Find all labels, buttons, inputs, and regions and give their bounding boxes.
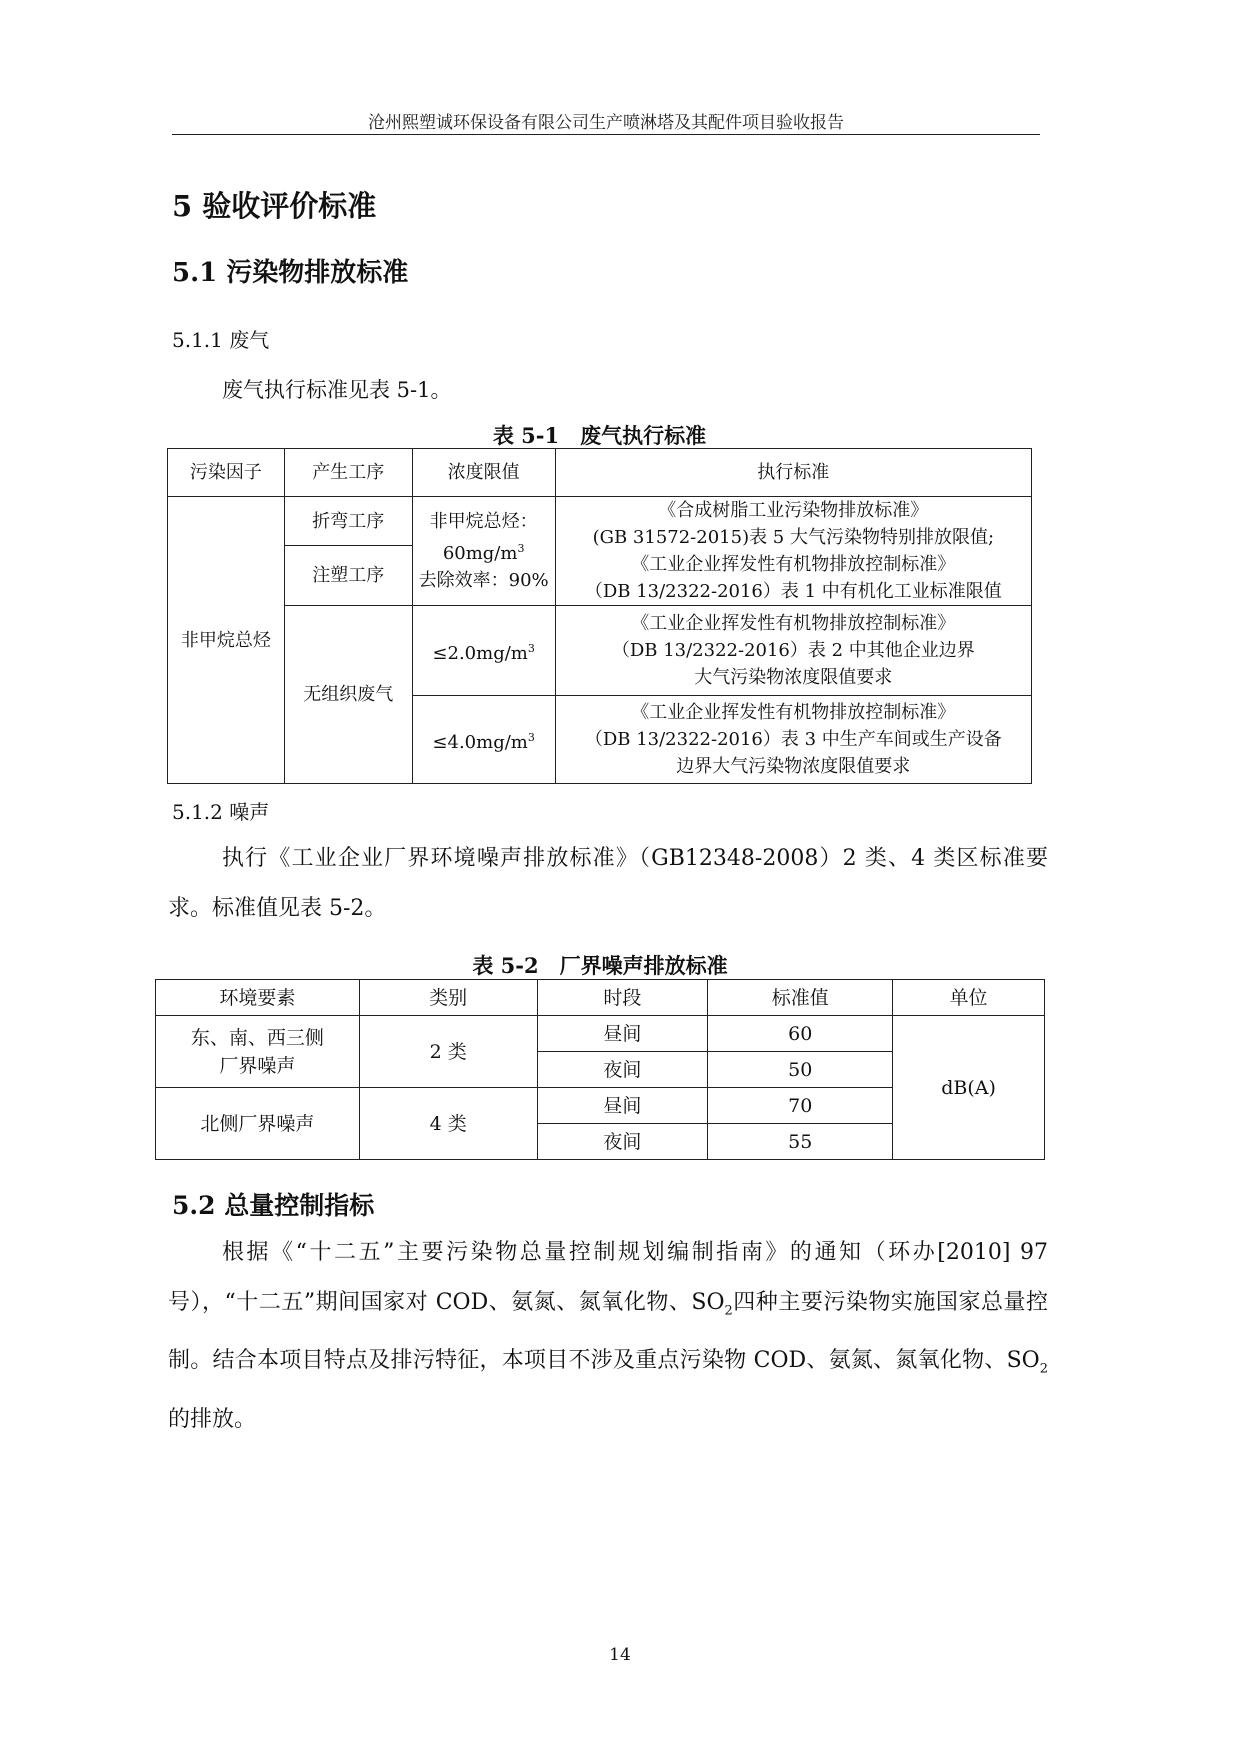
- header-cell: 浓度限值: [412, 449, 555, 497]
- header-cell: 标准值: [708, 980, 893, 1016]
- env-element-cell: 东、南、西三侧 厂界噪声: [156, 1016, 360, 1088]
- section-5-2-title: 5.2 总量控制指标: [172, 1191, 375, 1220]
- limit-line: 去除效率：90%: [418, 570, 549, 591]
- limit-line: 非甲烷总烃：: [429, 511, 538, 532]
- standard-line: 《工业企业挥发性有机物排放控制标准》: [631, 554, 956, 575]
- standard-line: 边界大气污染物浓度限值要求: [676, 756, 911, 777]
- standard-line: （DB 13/2322-2016）表 2 中其他企业边界: [611, 640, 975, 661]
- standard-line: (GB 31572-2015)表 5 大气污染物特别排放限值;: [592, 527, 995, 548]
- class-cell: 2 类: [359, 1016, 537, 1088]
- standard-line: 《合成树脂工业污染物排放标准》: [658, 500, 929, 521]
- period-cell: 昼间: [537, 1088, 708, 1124]
- table-row: [156, 1016, 1045, 1052]
- header-cell: 产生工序: [284, 449, 412, 497]
- fugitive-standard-cell: [555, 606, 1031, 696]
- table-5-2-caption: 表 5-2 厂界噪声排放标准: [472, 953, 728, 978]
- table-row: [168, 606, 1032, 696]
- table-row: [168, 497, 1032, 546]
- process-cell: 折弯工序: [284, 497, 412, 546]
- fugitive-limit-cell: $\le 4.0mg/m^3$: [412, 696, 555, 784]
- standard-line: 《工业企业挥发性有机物排放控制标准》: [631, 613, 956, 634]
- noise-standard-table: [155, 979, 1045, 1160]
- header-cell: 类别: [359, 980, 537, 1016]
- period-cell: 昼间: [537, 1016, 708, 1052]
- noise-body: 执行《工业企业厂界环境噪声排放标准》（GB12348-2008）2 类、4 类区标准要求。标准值见表 5-2。: [168, 846, 1048, 921]
- class-cell: 4 类: [359, 1088, 537, 1160]
- process-cell: 无组织废气: [284, 606, 412, 784]
- section-5-1-2-title: 5.1.2 噪声: [172, 800, 270, 824]
- header-cell: 时段: [537, 980, 708, 1016]
- standard-line: 大气污染物浓度限值要求: [694, 667, 893, 688]
- fugitive-limit-cell: $\le 2.0mg/m^3$: [412, 606, 555, 696]
- header-cell: 环境要素: [156, 980, 360, 1016]
- header-rule: [172, 134, 1040, 135]
- limit-line: $60mg/m^3$: [442, 542, 525, 564]
- section-5-title: 5 验收评价标准: [172, 189, 377, 223]
- table-5-1-caption: 表 5-1 废气执行标准: [492, 423, 707, 448]
- table-header-row: [156, 980, 1045, 1016]
- page-number: 14: [609, 1645, 631, 1665]
- value-cell: 60: [708, 1016, 893, 1052]
- period-cell: 夜间: [537, 1124, 708, 1160]
- value-cell: 70: [708, 1088, 893, 1124]
- section-5-1-title: 5.1 污染物排放标准: [172, 258, 409, 288]
- fugitive-standard-cell: [555, 696, 1031, 784]
- header-cell: 执行标准: [555, 449, 1031, 497]
- standard-line: （DB 13/2322-2016）表 1 中有机化工业标准限值: [584, 581, 1002, 602]
- organized-standard-cell: [555, 497, 1031, 606]
- waste-gas-standard-table: [167, 448, 1032, 784]
- pollutant-factor-cell: 非甲烷总烃: [168, 497, 285, 784]
- organized-limit-cell: [412, 497, 555, 606]
- page-header: 沧州熙塑诚环保设备有限公司生产喷淋塔及其配件项目验收报告: [368, 113, 844, 133]
- value-cell: 55: [708, 1124, 893, 1160]
- standard-line: 《工业企业挥发性有机物排放控制标准》: [631, 702, 956, 723]
- header-cell: 污染因子: [168, 449, 285, 497]
- env-element-cell: 北侧厂界噪声: [156, 1088, 360, 1160]
- section-5-1-1-title: 5.1.1 废气: [172, 328, 270, 352]
- table-header-row: [168, 449, 1032, 497]
- value-cell: 50: [708, 1052, 893, 1088]
- unit-cell: dB(A): [893, 1016, 1045, 1160]
- process-cell: 注塑工序: [284, 546, 412, 606]
- period-cell: 夜间: [537, 1052, 708, 1088]
- standard-line: （DB 13/2322-2016）表 3 中生产车间或生产设备: [584, 729, 1002, 750]
- total-control-body: 根据《“十二五”主要污染物总量控制规划编制指南》的通知（环办[2010] 97 号），“十二五”期间国家对 COD、氨氮、氮氧化物、$SO_2$四种主要污染物实施国家总量控制。结合本项目特点及排污特征，本项目不涉及重点污染物 COD、氨氮、氮氧化物、$SO_2$的排放。: [168, 1240, 1048, 1432]
- waste-gas-intro: 废气执行标准见表 5-1。: [222, 378, 452, 402]
- header-cell: 单位: [893, 980, 1045, 1016]
